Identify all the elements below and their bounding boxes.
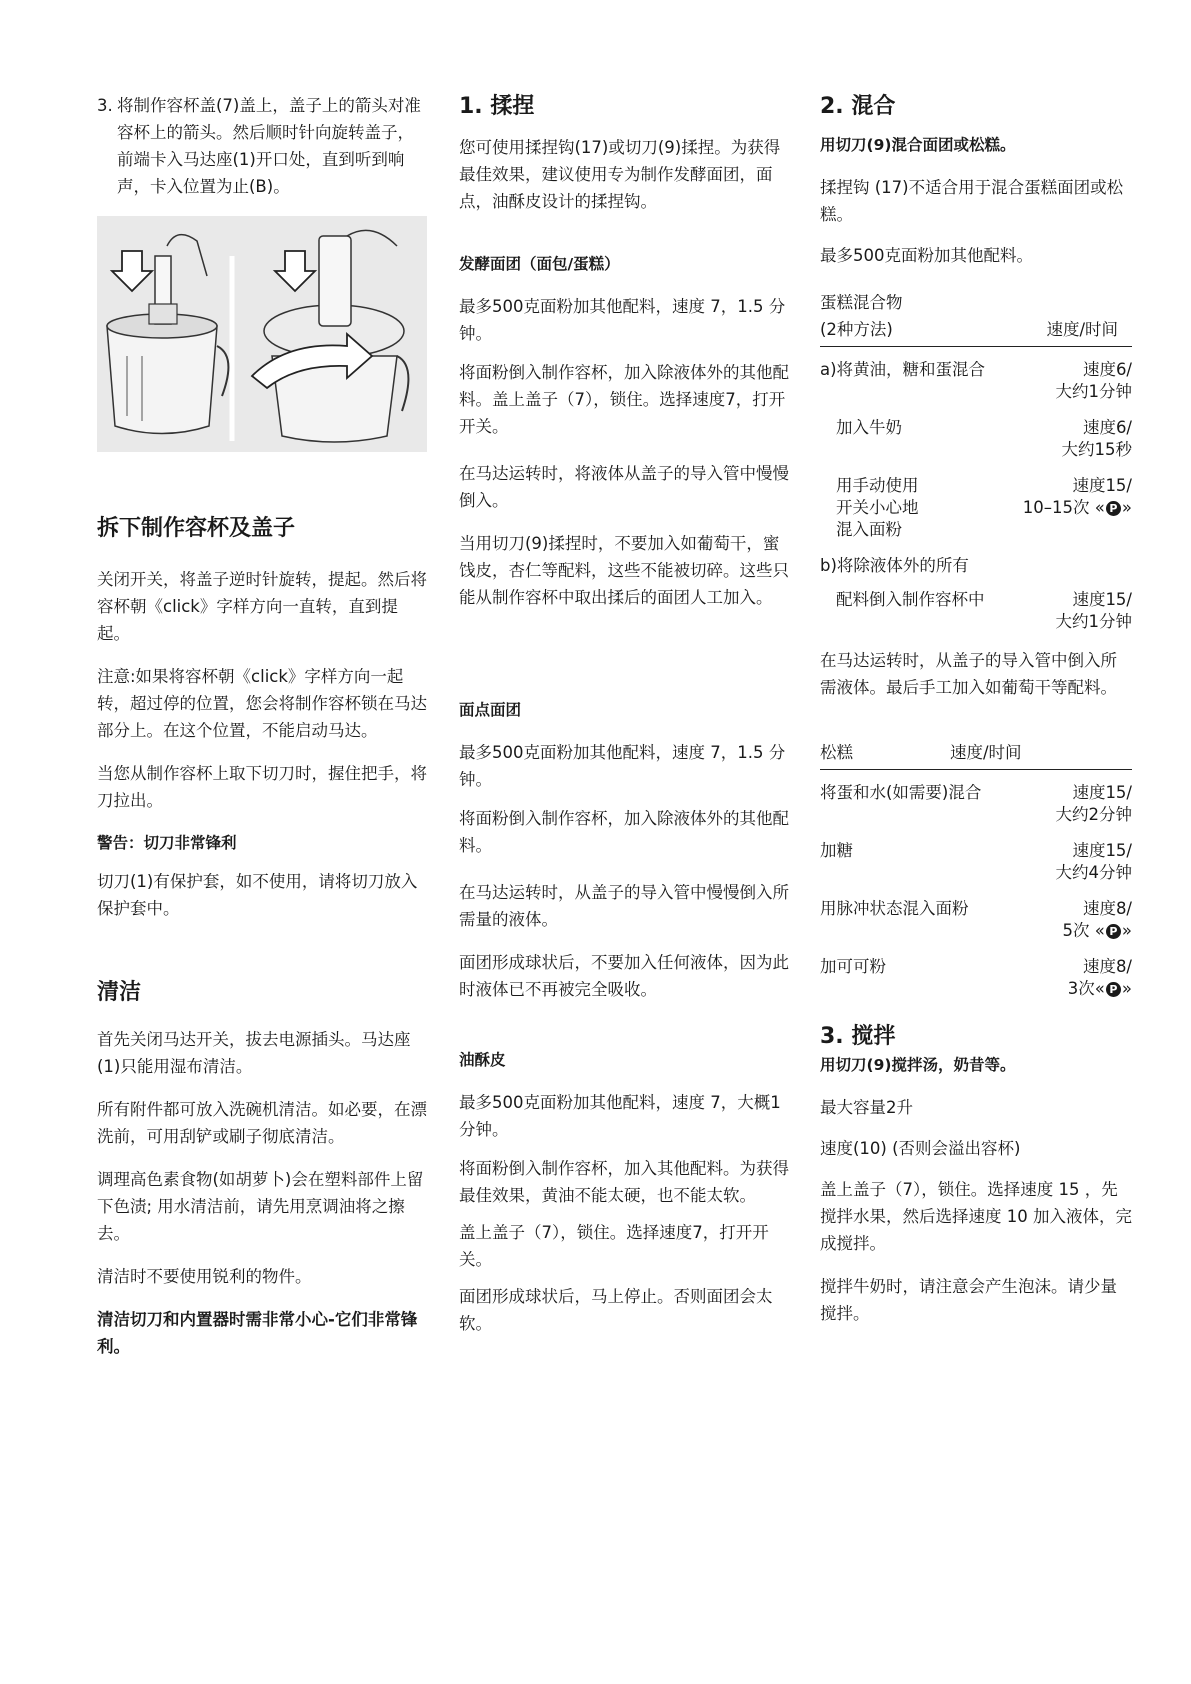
subsection-title-shortcrust: 油酥皮 xyxy=(459,1051,506,1069)
muffin-table-header xyxy=(820,739,1132,770)
paragraph: 当您从制作容杯上取下切刀时，握住把手，将刀拉出。 xyxy=(97,764,427,810)
row-label: 加可可粉 xyxy=(820,957,886,976)
table-row xyxy=(820,475,1132,541)
paragraph: 最多500克面粉加其他配料，速度 7，1.5 分钟。 xyxy=(459,743,786,789)
paragraph: 揉捏钩 (17)不适合用于混合蛋糕面团或松糕。 xyxy=(820,178,1124,224)
row-value-text: 速度6/ 大约1分钟 xyxy=(1055,360,1132,401)
muffin-table-title: 松糕 xyxy=(820,743,853,762)
row-value xyxy=(1056,840,1133,884)
row-value-suffix: » xyxy=(1121,498,1132,517)
paragraph: 关闭开关，将盖子逆时针旋转，提起。然后将容杯朝《click》字样方向一直转，直到提起。 xyxy=(97,570,427,643)
paragraph: 最大容量2升 xyxy=(820,1098,913,1117)
table-row xyxy=(820,589,1132,633)
pulse-icon: P xyxy=(1106,501,1121,516)
paragraph: 速度(10) (否则会溢出容杯) xyxy=(820,1139,1021,1158)
row-value xyxy=(1068,956,1132,1000)
column-left xyxy=(97,92,427,1360)
cake-table-methods: (2种方法) xyxy=(820,320,893,339)
paragraph-bold: 清洁切刀和内置器时需非常小心-它们非常锋利。 xyxy=(97,1310,418,1356)
paragraph: 将面粉倒入制作容杯，加入其他配料。为获得最佳效果，黄油不能太硬，也不能太软。 xyxy=(459,1159,789,1205)
cake-table-speed-header: 速度/时间 xyxy=(1046,320,1118,339)
paragraph: 最多500克面粉加其他配料，速度 7，大概1分钟。 xyxy=(459,1093,781,1139)
row-value-text: 速度8/ 3次« xyxy=(1067,957,1132,998)
paragraph: 当用切刀(9)揉捏时，不要加入如葡萄干，蜜饯皮，杏仁等配料，这些不能被切碎。这些只能从制作容杯中取出揉后的面团人工加入。 xyxy=(459,534,789,607)
cake-table-title: 蛋糕混合物 xyxy=(820,293,903,312)
paragraph: 最多500克面粉加其他配料，速度 7，1.5 分钟。 xyxy=(459,297,786,343)
row-label: 用手动使用 开关小心地 混入面粉 xyxy=(836,476,919,539)
paragraph: 切刀(1)有保护套，如不使用，请将切刀放入保护套中。 xyxy=(97,872,418,918)
section-title-blend: 3. 搅拌 xyxy=(820,1024,896,1049)
section-title-remove: 拆下制作容杯及盖子 xyxy=(97,516,296,541)
row-label: 加糖 xyxy=(820,841,853,860)
paragraph: 在马达运转时，将液体从盖子的导入管中慢慢倒入。 xyxy=(459,464,789,510)
section-title-knead: 1. 揉捏 xyxy=(459,94,535,119)
table-row xyxy=(820,555,1132,577)
row-value-text: 速度6/ 大约15秒 xyxy=(1061,418,1132,459)
row-label: 用脉冲状态混入面粉 xyxy=(820,899,969,918)
row-value xyxy=(1023,475,1132,541)
paragraph: 所有附件都可放入洗碗机清洁。如必要，在漂洗前，可用刮铲或刷子彻底清洁。 xyxy=(97,1100,427,1146)
table-row xyxy=(820,956,1132,1000)
section-title-cleaning: 清洁 xyxy=(97,980,142,1005)
paragraph: 搅拌牛奶时，请注意会产生泡沫。请少量搅拌。 xyxy=(820,1277,1117,1323)
pulse-icon: P xyxy=(1106,924,1121,939)
mix-subtitle: 用切刀(9)混合面团或松糕。 xyxy=(820,136,1016,154)
table-row xyxy=(820,417,1132,461)
paragraph: 您可使用揉捏钩(17)或切刀(9)揉捏。为获得最佳效果，建议使用专为制作发酵面团，面点，油酥皮设计的揉捏钩。 xyxy=(459,138,781,211)
muffin-table-body xyxy=(820,782,1132,1000)
cake-table-body xyxy=(820,359,1132,633)
row-value xyxy=(1063,898,1132,942)
row-value xyxy=(1056,359,1133,403)
row-label: 配料倒入制作容杯中 xyxy=(836,590,985,609)
row-label: b)将除液体外的所有 xyxy=(820,556,969,575)
paragraph: 将面粉倒入制作容杯，加入除液体外的其他配料。盖上盖子（7），锁住。选择速度7，打开开关。 xyxy=(459,363,789,436)
pulse-icon: P xyxy=(1106,982,1121,997)
paragraph: 首先关闭马达开关，拔去电源插头。马达座(1)只能用湿布清洁。 xyxy=(97,1030,411,1076)
warning-title: 警告：切刀非常锋利 xyxy=(97,834,237,852)
table-row xyxy=(820,359,1132,403)
paragraph: 盖上盖子（7），锁住。选择速度 15 ，先搅拌水果，然后选择速度 10 加入液体，完成搅拌。 xyxy=(820,1180,1132,1253)
row-value-text: 速度15/ 大约4分钟 xyxy=(1055,841,1132,882)
paragraph: 清洁时不要使用锐利的物件。 xyxy=(97,1267,312,1286)
subsection-title-yeast: 发酵面团（面包/蛋糕） xyxy=(459,255,620,273)
section-title-mix: 2. 混合 xyxy=(820,94,896,119)
paragraph: 面团形成球状后，马上停止。否则面团会太软。 xyxy=(459,1287,773,1333)
row-value-text: 速度15/ 10–15次 « xyxy=(1022,476,1132,517)
table-row xyxy=(820,898,1132,942)
row-label: 将蛋和水(如需要)混合 xyxy=(820,783,982,802)
step-text: 将制作容杯盖(7)盖上，盖子上的箭头对准容杯上的箭头。然后顺时针向旋转盖子，前端卡入马达座(1)开口处，直到听到响声，卡入位置为止(B)。 xyxy=(117,96,421,196)
row-value-text: 速度8/ 5次 « xyxy=(1062,899,1132,940)
table-row xyxy=(820,840,1132,884)
row-label: a)将黄油，糖和蛋混合 xyxy=(820,360,986,379)
paragraph: 在马达运转时，从盖子的导入管中慢慢倒入所需量的液体。 xyxy=(459,883,789,929)
paragraph: 面团形成球状后，不要加入任何液体，因为此时液体已不再被完全吸收。 xyxy=(459,953,789,999)
assembly-illustration xyxy=(97,216,427,452)
paragraph: 最多500克面粉加其他配料。 xyxy=(820,246,1033,265)
row-value-suffix: » xyxy=(1121,979,1132,998)
blend-subtitle: 用切刀(9)搅拌汤，奶昔等。 xyxy=(820,1056,1016,1074)
paragraph: 调理高色素食物(如胡萝卜)会在塑料部件上留下色渍; 用水清洁前，请先用烹调油将之擦去。 xyxy=(97,1170,424,1243)
row-value xyxy=(1056,589,1133,633)
paragraph: 在马达运转时，从盖子的导入管中倒入所需液体。最后手工加入如葡萄干等配料。 xyxy=(820,651,1117,697)
row-value-suffix: » xyxy=(1121,921,1132,940)
row-label: 加入牛奶 xyxy=(836,418,902,437)
row-value xyxy=(1056,782,1133,826)
muffin-table-speed-header: 速度/时间 xyxy=(950,743,1022,762)
subsection-title-pastry: 面点面团 xyxy=(459,701,522,719)
column-middle xyxy=(459,92,789,1337)
column-right xyxy=(820,92,1132,1327)
row-value-text: 速度15/ 大约2分钟 xyxy=(1055,783,1132,824)
paragraph: 将面粉倒入制作容杯，加入除液体外的其他配料。 xyxy=(459,809,789,855)
table-row xyxy=(820,782,1132,826)
row-value-text: 速度15/ 大约1分钟 xyxy=(1055,590,1132,631)
paragraph: 注意:如果将容杯朝《click》字样方向一起转，超过停的位置，您会将制作容杯锁在马达部分上。在这个位置，不能启动马达。 xyxy=(97,667,427,740)
paragraph: 盖上盖子（7），锁住。选择速度7，打开开关。 xyxy=(459,1223,769,1269)
step-3 xyxy=(97,92,427,200)
cake-table-header xyxy=(820,316,1132,347)
step-number: 3. xyxy=(97,96,113,115)
row-value xyxy=(1062,417,1133,461)
